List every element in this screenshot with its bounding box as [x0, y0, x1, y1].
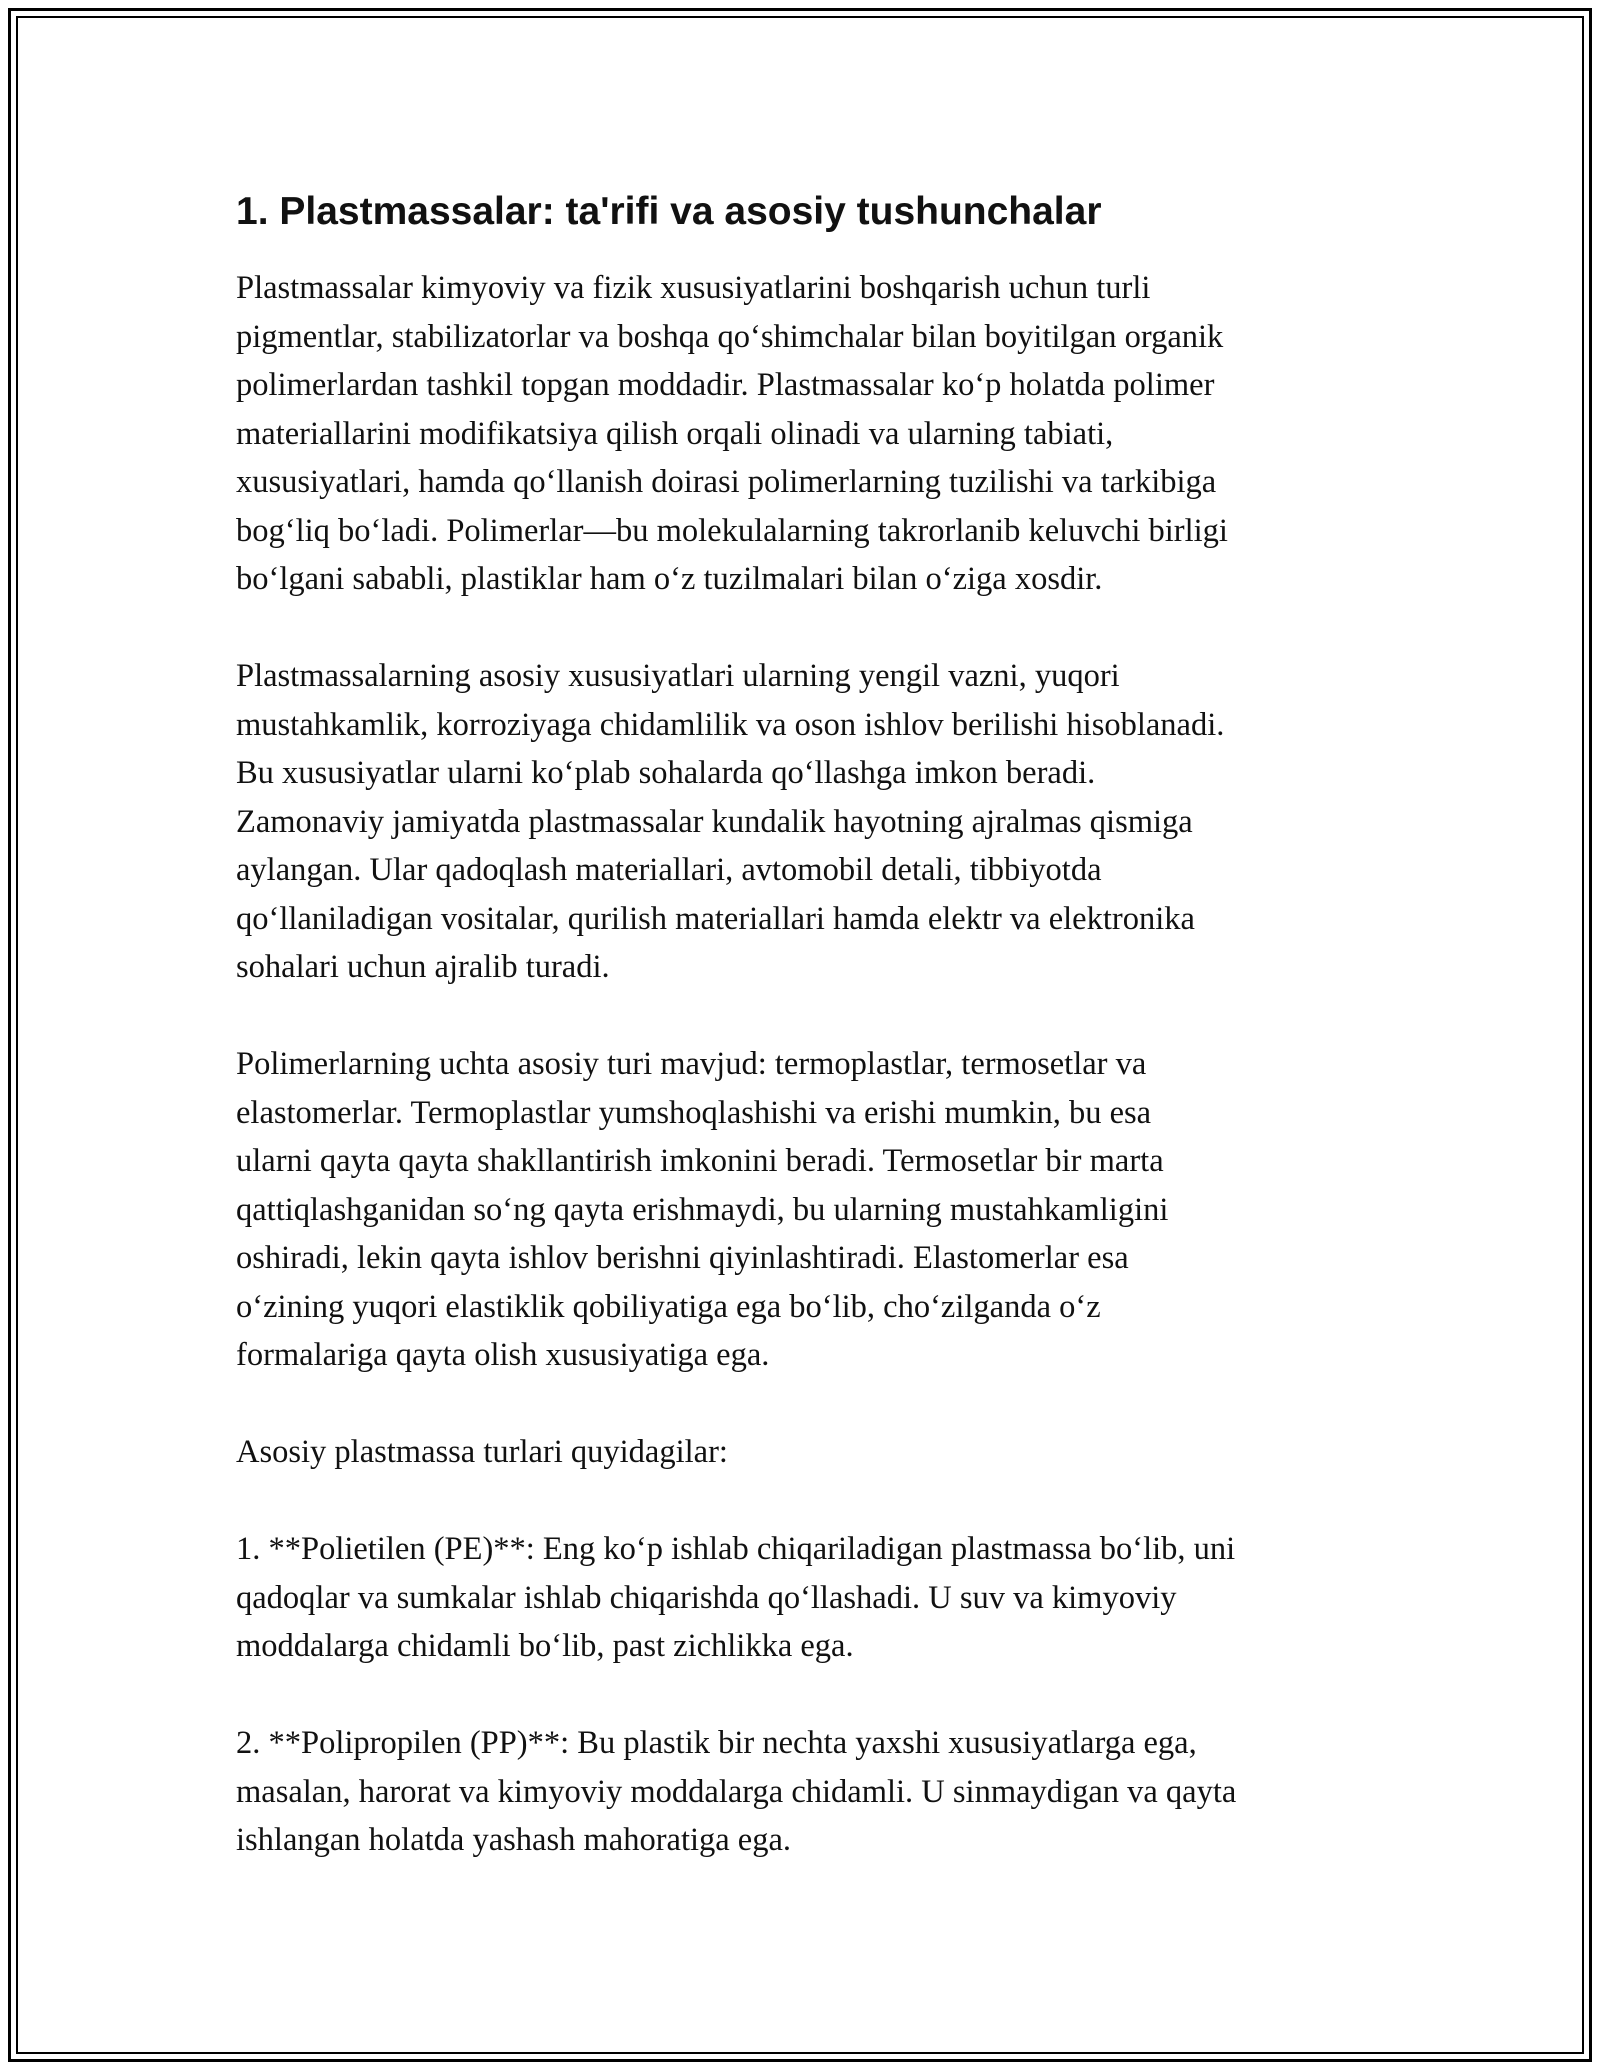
list-item-polyethylene — [236, 1525, 1376, 1671]
text-line: Plastmassalar kimyoviy va fizik xususiyatlarini boshqarish uchun turli — [236, 270, 1151, 306]
text-line: pigmentlar, stabilizatorlar va boshqa qo‘shimchalar bilan boyitilgan organik — [236, 318, 1224, 355]
text-line: moddalarga chidamli bo‘lib, past zichlikka ega. — [236, 1628, 854, 1664]
text-line: bog‘liq bo‘ladi. Polimerlar—bu molekulalarning takrorlanib keluvchi birligi — [236, 512, 1228, 549]
text-line: Plastmassalarning asosiy xususiyatlari ularning yengil vazni, yuqori — [236, 658, 1120, 694]
text-line: oshiradi, lekin qayta ishlov berishni qiyinlashtiradi. Elastomerlar esa — [236, 1240, 1129, 1276]
text-line: formalariga qayta olish xususiyatiga ega. — [236, 1337, 770, 1373]
text-line: elastomerlar. Termoplastlar yumshoqlashishi va erishi mumkin, bu esa — [236, 1094, 1152, 1131]
text-line: xususiyatlari, hamda qo‘llanish doirasi polimerlarning tuzilishi va tarkibiga — [236, 464, 1217, 500]
text-line: bo‘lgani sababli, plastiklar ham o‘z tuzilmalari bilan o‘ziga xosdir. — [236, 561, 1103, 597]
text-line: Bu xususiyatlar ularni ko‘plab sohalarda qo‘llashga imkon beradi. — [236, 755, 1096, 791]
text-line: mustahkamlik, korroziyaga chidamlilik va oson ishlov berilishi hisoblanadi. — [236, 706, 1225, 743]
text-line: ishlangan holatda yashash mahoratiga ega. — [236, 1822, 792, 1858]
text-line: polimerlardan tashkil topgan moddadir. Plastmassalar ko‘p holatda polimer — [236, 367, 1215, 403]
text-line: 1. **Polietilen (PE)**: Eng ko‘p ishlab chiqariladigan plastmassa bo‘lib, uni — [236, 1531, 1236, 1567]
text-line: Polimerlarning uchta asosiy turi mavjud: termoplastlar, termosetlar va — [236, 1046, 1147, 1082]
text-line: sohalari uchun ajralib turadi. — [236, 949, 610, 985]
text-line: qo‘llaniladigan vositalar, qurilish materiallari hamda elektr va elektronika — [236, 900, 1195, 937]
text-line: o‘zining yuqori elastiklik qobiliyatiga ega bo‘lib, cho‘zilganda o‘z — [236, 1288, 1101, 1325]
text-line: materiallarini modifikatsiya qilish orqali olinadi va ularning tabiati, — [236, 415, 1114, 452]
paragraph-definition — [236, 264, 1376, 604]
paragraph-properties — [236, 652, 1376, 992]
text-line: Zamonaviy jamiyatda plastmassalar kundalik hayotning ajralmas qismiga — [236, 803, 1193, 840]
text-line: aylangan. Ular qadoqlash materiallari, avtomobil detali, tibbiyotda — [236, 852, 1102, 888]
text-line: 2. **Polipropilen (PP)**: Bu plastik bir nechta yaxshi xususiyatlarga ega, — [236, 1725, 1197, 1761]
text-line: Asosiy plastmassa turlari quyidagilar: — [236, 1434, 728, 1470]
text-line: qadoqlar va sumkalar ishlab chiqarishda qo‘llashadi. U suv va kimyoviy — [236, 1579, 1177, 1616]
paragraph-list-intro — [236, 1428, 1376, 1477]
list-item-polypropylene — [236, 1719, 1376, 1865]
document-body — [236, 186, 1376, 1913]
text-line: ularni qayta qayta shakllantirish imkonini beradi. Termosetlar bir marta — [236, 1143, 1164, 1179]
text-line: qattiqlashganidan so‘ng qayta erishmaydi, bu ularning mustahkamligini — [236, 1191, 1169, 1228]
paragraph-polymer-types — [236, 1040, 1376, 1380]
section-heading: 1. Plastmassalar: ta'rifi va asosiy tushunchalar — [236, 190, 1102, 233]
text-line: masalan, harorat va kimyoviy moddalarga chidamli. U sinmaydigan va qayta — [236, 1773, 1237, 1810]
